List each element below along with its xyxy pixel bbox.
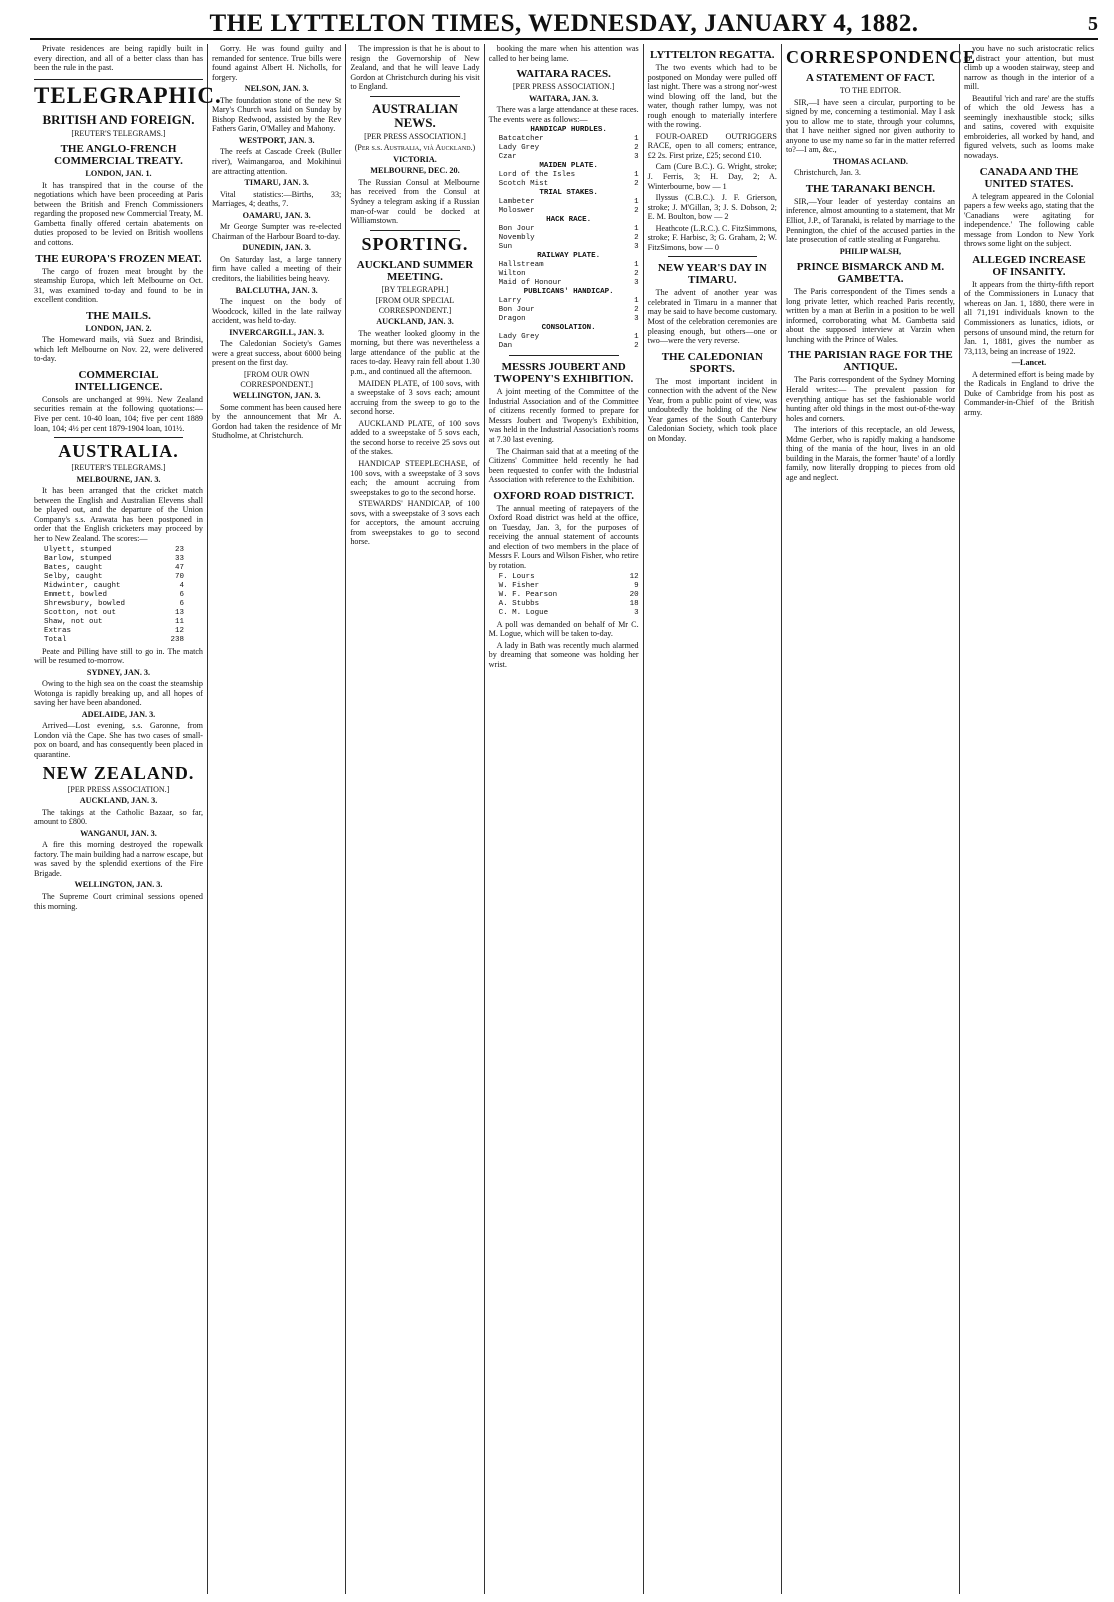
dateline: BALCLUTHA, JAN. 3. — [235, 285, 318, 295]
article-paragraph: The interiors of this receptacle, an old Jewess, Mdme Gerber, who is rapidly making a handsome thing of the mania of the hour, lives in an old building in the Marais, the former 'haute' of a lordly family, now literally dropping to pieces from old age and neglect. — [785, 425, 955, 482]
race-entry: Dan 2 — [498, 342, 639, 351]
article-paragraph: The Homeward mails, vià Suez and Brindisi, which left Melbourne on Nov. 22, were delivered to-day. — [34, 335, 203, 364]
race-entry: Hallstream 1 — [498, 261, 639, 270]
column-5 — [644, 44, 782, 1594]
dateline: WANGANUI, JAN. 3. — [80, 828, 157, 838]
score-row: Ulyett, stumped 23 — [44, 545, 184, 554]
article-paragraph: The Paris correspondent of the Sydney Morning Herald writes:— The prevalent passion for everything antique has set the fashionable world hunting after old things in the most out-of-the-way holes and corners. — [785, 375, 955, 423]
head-auckland-summer: AUCKLAND SUMMER MEETING. — [356, 258, 474, 283]
race-entry: Lord of the Isles 1 — [498, 171, 639, 180]
article-paragraph: The takings at the Catholic Bazaar, so far, amount to £800. — [34, 807, 203, 827]
section-title-telegraphic: TELEGRAPHIC. — [34, 79, 203, 108]
article-paragraph: A fire this morning destroyed the ropewalk factory. The main building had a narrow escape, but was saved by the splendid exertions of the Fire Brigade. — [34, 840, 203, 878]
race-entry: Wilton 2 — [498, 270, 639, 279]
dateline: WESTPORT, JAN. 3. — [238, 135, 315, 145]
columns — [30, 44, 1098, 1594]
article-paragraph: Peate and Pilling have still to go in. The match will be resumed to-morrow. — [34, 646, 203, 666]
dateline: INVERCARGILL, JAN. 3. — [229, 327, 325, 337]
article-paragraph: Vital statistics:—Births, 33; Marriages, 4; deaths, 7. — [212, 189, 342, 209]
race-entry: Maid of Honour 3 — [498, 279, 639, 288]
signature: PHILIP WALSH, — [839, 246, 902, 256]
article-paragraph: The inquest on the body of Woodcock, killed in the late railway accident, was held to-day. — [212, 297, 342, 326]
dateline: OAMARU, JAN. 3. — [242, 210, 311, 220]
head-insanity: ALLEGED INCREASE OF INSANITY. — [972, 253, 1086, 278]
article-paragraph: A lady in Bath was recently much alarmed by dreaming that someone was holding her wrist. — [488, 640, 639, 669]
signature: THOMAS ACLAND. — [832, 156, 908, 166]
article-paragraph: you have no such aristocratic relics to distract your attention, but must climb up a wooden stairway, steep and narrow as though in the interior of a mill. — [963, 44, 1095, 92]
race-name: PUBLICANS' HANDICAP. — [523, 288, 614, 297]
article-paragraph: It has transpired that in the course of the negotiations which have been proceeding at Paris between the British and French Commissioners regarding the proposed new Commercial Treaty, M. Gambetta finally offered certain abatements on duties proposed to be levied on British woollens and cottons. — [34, 180, 203, 248]
score-row: Shrewsbury, bowled 6 — [44, 599, 184, 608]
article-paragraph: The Paris correspondent of the Times sends a long private letter, which reached Paris recently, written by a man at Berlin in a position to be well informed, corroborating what M. Gambetta said about the supposed interview at Varzin when lunching with the Prince of Wales. — [785, 287, 955, 344]
article-paragraph: AUCKLAND PLATE, of 100 sovs added to a sweepstake of 5 sovs each, the second horse to receive 25 sovs out of the stakes. — [350, 418, 480, 457]
dateline: WELLINGTON, JAN. 3. — [232, 391, 321, 401]
article-paragraph: The weather looked gloomy in the morning, but there was nevertheless a large attendance of the public at the races to-day. Heavy rain fell about 1.30 p.m., and continued all the afternoon. — [350, 328, 480, 377]
race-entry: Sun 3 — [498, 243, 639, 252]
article-paragraph: The Supreme Court criminal sessions opened this morning. — [34, 891, 203, 911]
article-paragraph: The foundation stone of the new St Mary's Church was laid on Sunday by Bishop Redwood, assisted by the Rev Fathers Garin, O'Malley and Mahony. — [212, 95, 342, 134]
head-anglo-french: THE ANGLO-FRENCH COMMERCIAL TREATY. — [54, 143, 183, 168]
article-paragraph: Owing to the high sea on the coast the steamship Wotonga is rapidly breaking up, and all hopes of saving her have been abandoned. — [34, 679, 203, 708]
head-british-foreign: BRITISH AND FOREIGN. — [42, 111, 195, 127]
race-entry: Czar 3 — [498, 153, 639, 162]
col1-top-text: Private residences are being rapidly built in every direction, and all of a better class than has been the rule in the past. — [34, 44, 203, 73]
head-commercial: COMMERCIAL INTELLIGENCE. — [74, 368, 163, 393]
article-paragraph: Beautiful 'rich and rare' are the stuffs of which the old Jewess has a seemingly inexhaustible stock; silks and satins, covered with exquisite embroideries, all worked by hand, and figured velvets, such as looms make nowadays. — [963, 93, 1095, 161]
poll-row: A. Stubbs 18 — [498, 599, 639, 608]
score-row: Selby, caught 70 — [44, 572, 184, 581]
article-paragraph: Christchurch, Jan. 3. — [793, 168, 861, 178]
race-entry: Lady Grey 1 — [498, 333, 639, 342]
race-entry: Batcatcher 1 — [498, 135, 639, 144]
dateline: WELLINGTON, JAN. 3. — [74, 880, 163, 890]
article-paragraph: A telegram appeared in the Colonial papers a few weeks ago, stating that the 'Canadians were agitating for independence.' The following cable message from London to New York throws some light on the subject. — [963, 191, 1095, 249]
source-lancet: —Lancet. — [1011, 358, 1047, 368]
race-entry: Larry 1 — [498, 297, 639, 306]
article-paragraph: Some comment has been caused here by the announcement that Mr A. Gordon had taken the residence of Mr Studholme, at Christchurch. — [212, 402, 342, 441]
column-1 — [30, 44, 222, 1594]
article-paragraph: On Saturday last, a large tannery firm have called a meeting of their creditors, the liabilities being heavy. — [212, 254, 342, 284]
divider — [370, 230, 459, 231]
head-oxford: OXFORD ROAD DISTRICT. — [493, 489, 634, 502]
race-entry: Moloswer 2 — [498, 207, 639, 216]
head-taranaki: THE TARANAKI BENCH. — [805, 182, 936, 195]
dateline: NELSON, JAN. 3. — [244, 84, 309, 94]
source-special: [FROM OUR SPECIAL CORRESPONDENT.] — [375, 296, 455, 315]
source-reuter: [REUTER'S TELEGRAMS.] — [71, 128, 166, 138]
article-paragraph: The Russian Consul at Melbourne has received from the Consul at Sydney a telegram asking if a Russian man-of-war could be docked at Williamstown. — [350, 177, 480, 226]
head-australian-news: AUSTRALIAN NEWS. — [371, 100, 458, 130]
article-paragraph: The reefs at Cascade Creek (Buller river), Waimangaroa, and Mokihinui are attracting attention. — [212, 147, 342, 176]
article-paragraph: Arrived—Lost evening, s.s. Garonne, from London vià the Cape. She has two cases of small-pox on board, and has consequently been placed in quarantine. — [34, 721, 203, 759]
poll-row: W. Fisher 9 — [498, 581, 639, 590]
score-row: Extras 12 — [44, 626, 184, 635]
source-tel: [BY TELEGRAPH.] — [381, 284, 449, 294]
article-paragraph: The advent of another year was celebrated in Timaru in a manner that may be said to have become customary. Most of the celebration ceremonies are pleasing enough, but others—one or two—were the very reverse. — [647, 288, 777, 346]
article-paragraph: STEWARDS' HANDICAP, of 100 sovs, with a sweepstake of 3 sovs each for acceptors, the amount accruing from sweepstakes to go to second horse. — [350, 499, 480, 547]
section-correspondence: CORRESPONDENCE — [785, 47, 976, 67]
article-paragraph: HANDICAP STEEPLECHASE, of 100 sovs, with a sweepstake of 3 sovs each; the amount accruing from sweepstakes to go to the second horse. — [350, 458, 480, 497]
divider — [370, 96, 459, 97]
head-frozen-meat: THE EUROPA'S FROZEN MEAT. — [35, 252, 202, 265]
head-waitara: WAITARA RACES. — [516, 68, 611, 81]
race-results — [499, 126, 639, 351]
source-press: [PER PRESS ASSOCIATION.] — [512, 82, 615, 92]
article-paragraph: Consols are unchanged at 99¾. New Zealand securities remain at the following quotations:—Five per cent. 10-40 loan, 104; five per cent 1889 loan, 104; 4½ per cent 1879-1904 loan, 101½. — [34, 394, 203, 433]
divider — [509, 355, 619, 356]
article-paragraph: Mr George Sumpter was re-elected Chairman of the Harbour Board to-day. — [212, 222, 342, 241]
article-paragraph: A joint meeting of the Committee of the Industrial Association and of the Committee of citizens recently formed to prepare for Messrs Joubert and Twopeny's Exhibition, was held in the Industrial Association's rooms at 7.30 last evening. — [488, 387, 639, 445]
race-entry: Scotch Mist 2 — [498, 180, 639, 189]
masthead — [30, 8, 1098, 40]
dateline: AUCKLAND, JAN. 3. — [376, 317, 454, 327]
source-press: [PER PRESS ASSOCIATION.] — [67, 784, 170, 794]
article-paragraph: The annual meeting of ratepayers of the Oxford Road district was held at the office, on Tuesday, Jan. 3, for the purposes of receiving the annual statement of accounts and election of two members in the place of Messrs F. Lours and Wilson Fisher, who retire by rotation. — [488, 503, 639, 571]
score-row: Scotton, not out 13 — [44, 608, 184, 617]
race-name: HACK RACE. — [546, 216, 592, 225]
race-name: RAILWAY PLATE. — [537, 252, 601, 261]
dateline: ADELAIDE, JAN. 3. — [81, 709, 156, 719]
score-row: Shaw, not out 11 — [44, 617, 184, 626]
column-4 — [485, 44, 644, 1594]
head-regatta: LYTTELTON REGATTA. — [650, 49, 775, 61]
head-new-zealand: NEW ZEALAND. — [42, 762, 195, 783]
race-entry: Bon Jour 2 — [498, 306, 639, 315]
article-paragraph: SIR,—Your leader of yesterday contains an inference, almost amounting to a statement, that Mr Elliot, J.P., of Taranaki, is related by marriage to the Pennington, the chief of the accused parties in the late prosecution of cattle stealing at Fungarehu. — [785, 196, 955, 245]
article-paragraph: A determined effort is being made by the Radicals in England to drive the Duke of Cambridge from his post as Commander-in-Chief of the British army. — [963, 369, 1095, 417]
divider — [54, 437, 183, 438]
article-paragraph: SIR,—I have seen a circular, purporting to be signed by me, concerning a testimonial. May I ask you to allow me to state, through your columns, that I have neither signed nor given authority to anyone to use my name so far in the matter referred to?—I am, &c., — [785, 97, 955, 155]
article-paragraph: FOUR-OARED OUTRIGGERS RACE, open to all comers; entrance, £2 2s. First prize, £25; second £10. — [647, 131, 777, 160]
score-row: Bates, caught 47 — [44, 563, 184, 572]
source-own: [FROM OUR OWN CORRESPONDENT.] — [240, 369, 313, 389]
crew-entry: Heathcote (L.R.C.). C. FitzSimmons, stroke; F. Harbisc, 3; G. Graham, 2; W. FitzSimons, bow — 0 — [647, 223, 777, 252]
crew-entry: Ilyssus (C.B.C.). J. F. Grierson, stroke; J. M'Gillan, 3; J. S. Dobson, 2; E. M. Boulton, bow — 2 — [647, 193, 777, 222]
head-mails: THE MAILS. — [86, 309, 151, 322]
dateline: MELBOURNE, JAN. 3. — [76, 474, 161, 484]
dateline: LONDON, JAN. 2. — [85, 323, 152, 333]
source-reuter: [REUTER'S TELEGRAMS.] — [71, 463, 166, 473]
race-name: HANDICAP HURDLES. — [530, 126, 607, 135]
article-paragraph: booking the mare when his attention was called to her being lame. — [488, 44, 639, 63]
race-entry: Bon Jour 1 — [498, 225, 639, 234]
article-paragraph: MAIDEN PLATE, of 100 sovs, with a sweepstake of 3 sovs each; amount accruing from the sweep to go to the second horse. — [350, 378, 480, 417]
race-entry: Novembly 2 — [498, 234, 639, 243]
article-paragraph: The cargo of frozen meat brought by the steamship Europa, which left Melbourne on Oct. 31, was examined to-day and found to be in excellent condition. — [34, 266, 203, 305]
head-australia: AUSTRALIA. — [58, 441, 179, 462]
race-name: CONSOLATION. — [541, 324, 596, 333]
article-paragraph: It appears from the thirty-fifth report of the Commissioners in Lunacy that whereas on Jan. 1, 1880, there were in all 71,191 individuals known to the Commissioners as lunatics, idiots, or persons of unsound mind, the return for Jan. 1, 1881, gives the number as 73,113, being an increase of 1922. — [963, 279, 1095, 356]
article-paragraph: Gorry. He was found guilty and remanded for sentence. True bills were found against Albert H. Nicholls, for forgery. — [212, 44, 342, 82]
head-parisian: THE PARISIAN RAGE FOR THE ANTIQUE. — [788, 349, 953, 374]
column-2 — [208, 44, 346, 1594]
dateline: MELBOURNE, DEC. 20. — [370, 166, 460, 176]
column-3 — [346, 44, 484, 1594]
head-exhibition: MESSRS JOUBERT AND TWOPENY'S EXHIBITION. — [493, 361, 634, 386]
article-paragraph: The most important incident in connection with the advent of the New Year, from a public point of view, was undoubtedly the holding of the New Year games of the South Canterbury Caledonian Society, which took place on Monday. — [647, 376, 777, 443]
column-7 — [960, 44, 1098, 1594]
score-row: Midwinter, caught 4 — [44, 581, 184, 590]
dateline: WAITARA, JAN. 3. — [529, 93, 599, 103]
race-entry: Dragon 3 — [498, 315, 639, 324]
race-name: TRIAL STAKES. — [539, 189, 598, 198]
article-paragraph: There was a large attendance at these races. The events were as follows:— — [488, 105, 639, 124]
dateline: VICTORIA. — [393, 154, 437, 164]
crew-entry: Cam (Cure B.C.). G. Wright, stroke; J. Ferris, 3; H. Day, 2; A. Winterbourne, bow — 1 — [647, 162, 777, 191]
article-paragraph: The Chairman said that at a meeting of the Citizens' Committee held recently he had been requested to confer with the Industrial Association with reference to the Exhibition. — [488, 446, 639, 485]
article-paragraph: The Caledonian Society's Games were a great success, about 6000 being present on the first day. — [212, 339, 342, 368]
source-via: (Per s.s. Australia, vià Auckland.) — [354, 143, 476, 153]
article-paragraph: The impression is that he is about to resign the Governorship of New Zealand, and that he will leave Lady Gordon at Christchurch during his visit to England. — [350, 44, 480, 92]
dateline: DUNEDIN, JAN. 3. — [242, 243, 311, 253]
dateline: SYDNEY, JAN. 3. — [86, 667, 151, 677]
race-entry: Lady Grey 2 — [498, 144, 639, 153]
score-row: Emmett, bowled 6 — [44, 590, 184, 599]
source-press: [PER PRESS ASSOCIATION.] — [364, 131, 466, 141]
cricket-scores — [44, 546, 203, 645]
score-row: Barlow, stumped 33 — [44, 554, 184, 563]
race-name: MAIDEN PLATE. — [539, 162, 598, 171]
poll-results — [499, 573, 639, 618]
head-canada: CANADA AND THE UNITED STATES. — [979, 165, 1079, 190]
poll-row: W. F. Pearson 20 — [498, 590, 639, 599]
to-editor: TO THE EDITOR. — [839, 86, 901, 95]
dateline: TIMARU, JAN. 3. — [244, 178, 309, 188]
article-paragraph: A poll was demanded on behalf of Mr C. M. Logue, which will be taken to-day. — [488, 619, 639, 639]
divider — [668, 256, 757, 257]
article-paragraph: The two events which had to be postponed on Monday were pulled off last night. There was a strong nor'-west wind blowing off the land, but the water, though rather lumpy, was not rough enough to materially interfere with the rowing. — [647, 63, 777, 130]
poll-row: F. Lours 12 — [498, 572, 639, 581]
poll-row: C. M. Logue 3 — [498, 608, 639, 617]
head-fact: A STATEMENT OF FACT. — [806, 72, 935, 84]
score-row: Total 238 — [44, 635, 184, 644]
dateline: LONDON, JAN. 1. — [85, 169, 152, 179]
masthead-title: THE LYTTELTON TIMES, WEDNESDAY, JANUARY 4, 1882. — [209, 10, 919, 37]
section-sporting: SPORTING. — [361, 233, 469, 254]
column-6 — [782, 44, 976, 1594]
dateline: AUCKLAND, JAN. 3. — [79, 796, 158, 806]
race-entry: Lambeter 1 — [498, 198, 639, 207]
head-newyear: NEW YEAR'S DAY IN TIMARU. — [657, 262, 767, 287]
head-bismarck: PRINCE BISMARCK AND M. GAMBETTA. — [796, 261, 945, 286]
head-caledonian: THE CALEDONIAN SPORTS. — [661, 350, 763, 375]
page-number: 5 — [1088, 13, 1098, 35]
article-paragraph: It has been arranged that the cricket match between the English and Australian Elevens shall be played out, and the departure of the Union Company's s.s. Arawata has been postponed in order that the English cricketers may proceed by her to New Zealand. The scores:— — [34, 486, 203, 543]
